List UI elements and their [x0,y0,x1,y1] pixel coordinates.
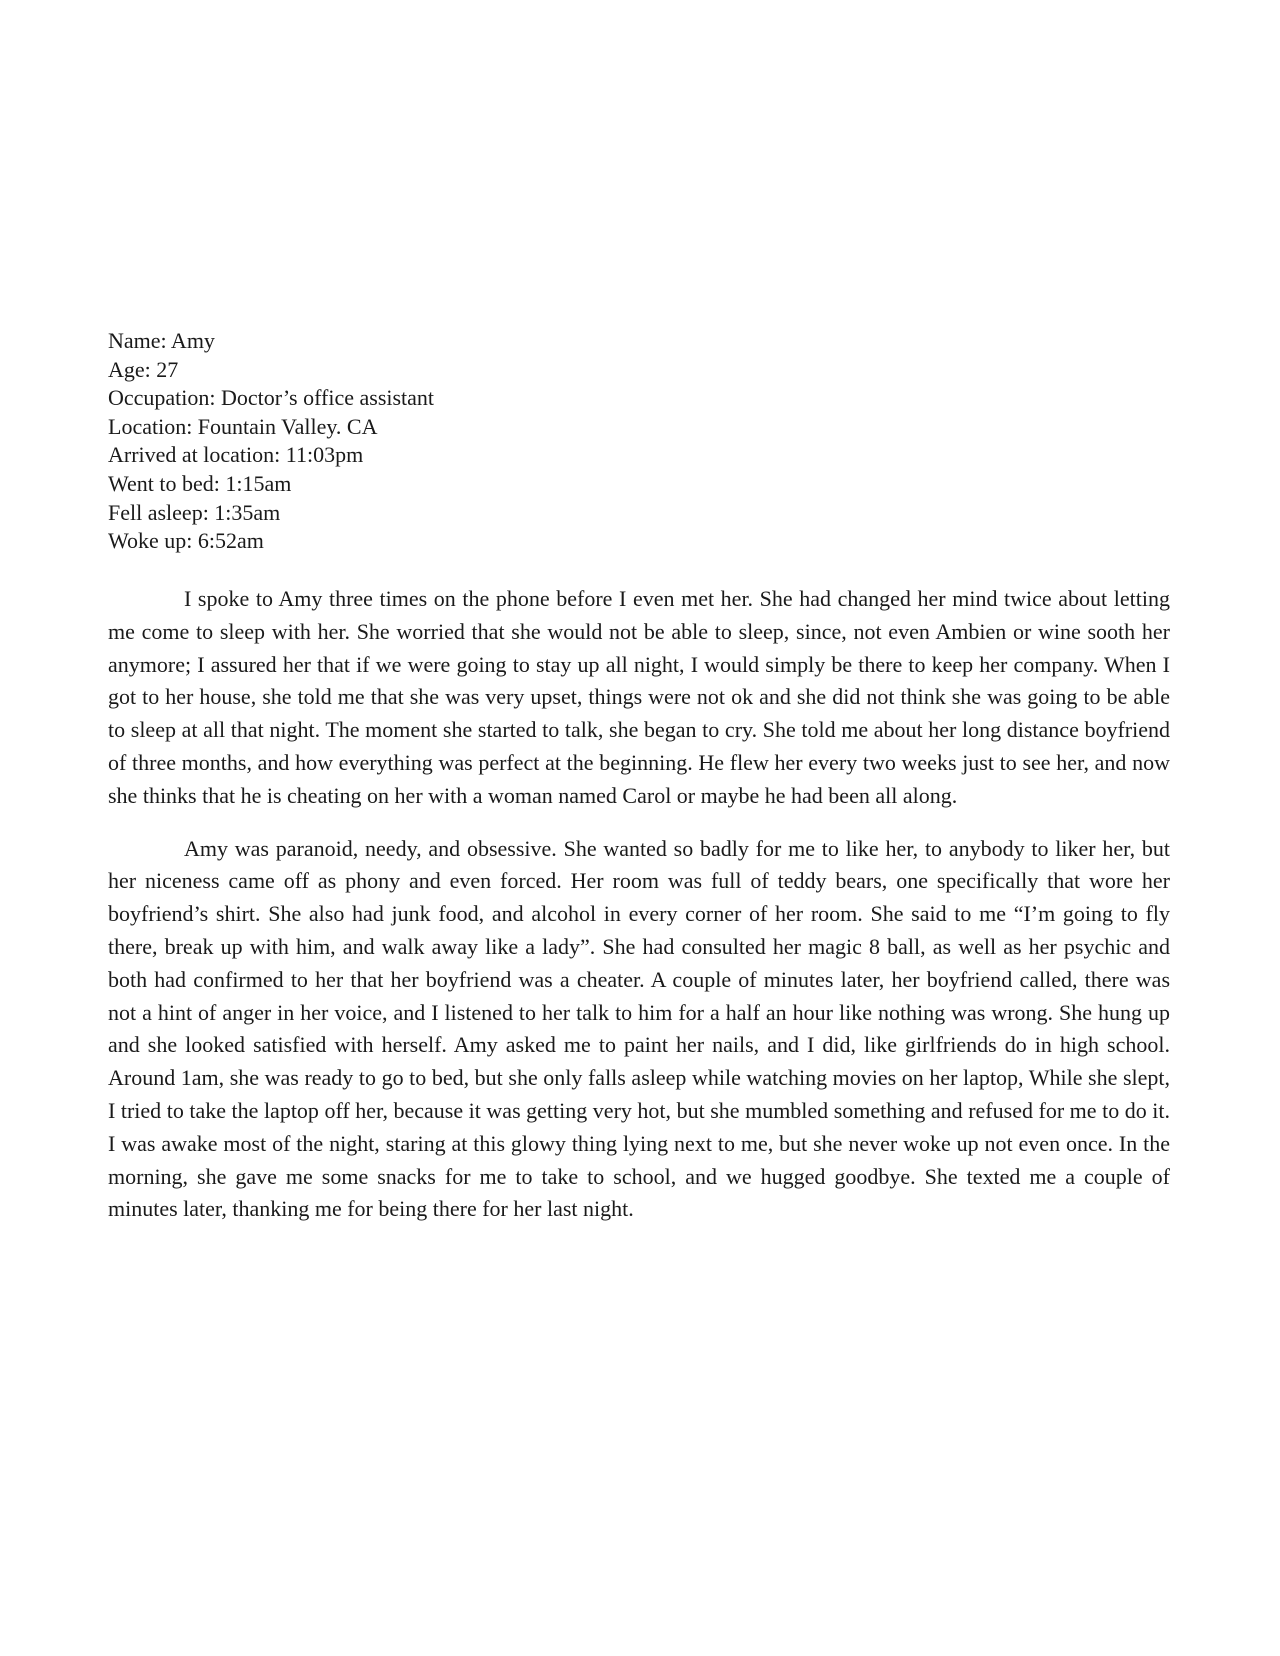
narrative-body [108,583,1170,1246]
went-to-bed-line: Went to bed: 1:15am [108,470,292,496]
occupation-line: Occupation: Doctor’s office assistant [108,385,435,411]
fell-asleep-line: Fell asleep: 1:35am [108,499,281,525]
paragraph-1: I spoke to Amy three times on the phone before I even met her. She had changed her mind twice about letting me come to sleep with her. She worried that she would not be able to sleep, since, not even Ambien or wine sooth her anymore; I assured her that if we were going to stay up all night, I would simply be there to keep her company. When I got to her house, she told me that she was very upset, things were not ok and she did not think she was going to be able to sleep at all that night. The moment she started to talk, she began to cry. She told me about her long distance boyfriend of three months, and how everything was perfect at the beginning. He flew her every two weeks just to see her, and now she thinks that he is cheating on her with a woman named Carol or maybe he had been all along. [108,586,1170,808]
name-line: Name: Amy [108,328,215,353]
woke-up-line: Woke up: 6:52am [108,528,264,554]
subject-info-block [108,327,708,556]
age-line: Age: 27 [108,356,179,382]
arrived-line: Arrived at location: 11:03pm [108,442,364,468]
location-line: Location: Fountain Valley. CA [108,413,378,439]
paragraph-2: Amy was paranoid, needy, and obsessive. She wanted so badly for me to like her, to anybody to liker her, but her niceness came off as phony and even forced. Her room was full of teddy bears, one specifically that wore her boyfriend’s shirt. She also had junk food, and alcohol in every corner of her room. She said to me “I’m going to fly there, break up with him, and walk away like a lady”. She had consulted her magic 8 ball, as well as her psychic and both had confirmed to her that her boyfriend was a cheater. A couple of minutes later, her boyfriend called, there was not a hint of anger in her voice, and I listened to her talk to him for a half an hour like nothing was wrong. She hung up and she looked satisfied with herself. Amy asked me to paint her nails, and I did, like girlfriends do in high school. Around 1am, she was ready to go to bed, but she only falls asleep while watching movies on her laptop, While she slept, I tried to take the laptop off her, because it was getting very hot, but she mumbled something and refused for me to do it. I was awake most of the night, staring at this glowy thing lying next to me, but she never woke up not even once. In the morning, she gave me some snacks for me to take to school, and we hugged goodbye. She texted me a couple of minutes later, thanking me for being there for her last night. [108,835,1170,1222]
